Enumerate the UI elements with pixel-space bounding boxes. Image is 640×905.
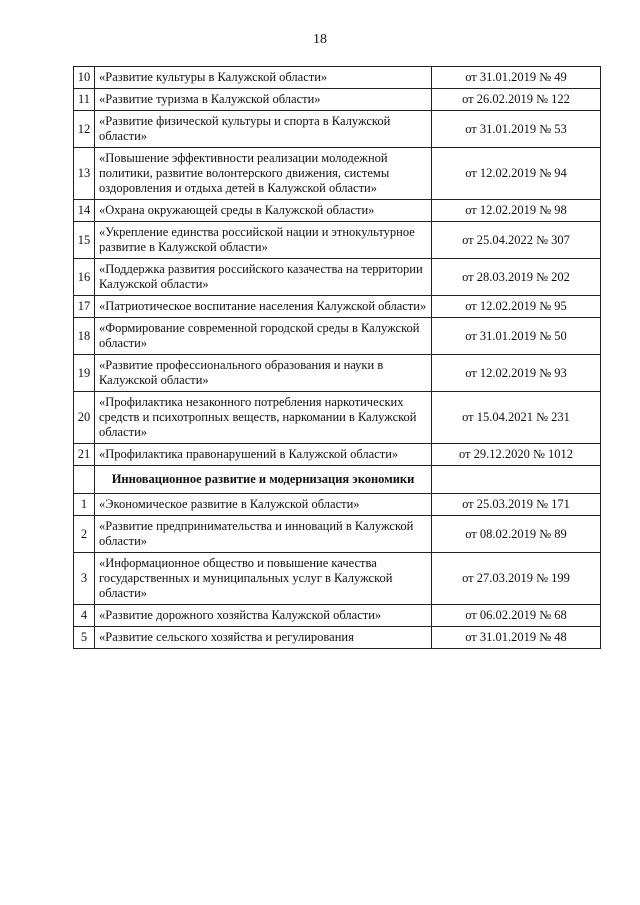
decree-reference: от 31.01.2019 № 48 xyxy=(432,627,601,649)
table-row xyxy=(74,296,601,318)
program-name: «Экономическое развитие в Калужской области» xyxy=(95,494,432,516)
table-row xyxy=(74,444,601,466)
table-row xyxy=(74,222,601,259)
row-number: 5 xyxy=(74,627,95,649)
decree-reference: от 31.01.2019 № 49 xyxy=(432,67,601,89)
decree-reference: от 31.01.2019 № 50 xyxy=(432,318,601,355)
table-row xyxy=(74,259,601,296)
row-number: 14 xyxy=(74,200,95,222)
program-name: «Поддержка развития российского казачества на территории Калужской области» xyxy=(95,259,432,296)
row-number: 12 xyxy=(74,111,95,148)
program-name: «Развитие дорожного хозяйства Калужской области» xyxy=(95,605,432,627)
row-number: 13 xyxy=(74,148,95,200)
decree-reference: от 12.02.2019 № 95 xyxy=(432,296,601,318)
program-name: «Охрана окружающей среды в Калужской области» xyxy=(95,200,432,222)
row-number: 10 xyxy=(74,67,95,89)
table-row xyxy=(74,148,601,200)
table-body-bottom xyxy=(74,494,601,649)
decree-reference: от 27.03.2019 № 199 xyxy=(432,553,601,605)
table-row xyxy=(74,200,601,222)
table-row xyxy=(74,494,601,516)
row-number: 20 xyxy=(74,392,95,444)
program-name: «Развитие сельского хозяйства и регулирования xyxy=(95,627,432,649)
program-name: «Профилактика правонарушений в Калужской области» xyxy=(95,444,432,466)
program-name: «Патриотическое воспитание населения Калужской области» xyxy=(95,296,432,318)
decree-reference: от 26.02.2019 № 122 xyxy=(432,89,601,111)
programs-table xyxy=(73,66,601,649)
program-name: «Информационное общество и повышение качества государственных и муниципальных услуг в Калужской области» xyxy=(95,553,432,605)
table-row xyxy=(74,516,601,553)
section-num-cell xyxy=(74,466,95,494)
program-name: «Развитие профессионального образования и науки в Калужской области» xyxy=(95,355,432,392)
section-title: Инновационное развитие и модернизация экономики xyxy=(95,466,432,494)
section-row xyxy=(74,466,601,494)
program-name: «Формирование современной городской среды в Калужской области» xyxy=(95,318,432,355)
decree-reference: от 28.03.2019 № 202 xyxy=(432,259,601,296)
row-number: 3 xyxy=(74,553,95,605)
row-number: 19 xyxy=(74,355,95,392)
decree-reference: от 15.04.2021 № 231 xyxy=(432,392,601,444)
row-number: 1 xyxy=(74,494,95,516)
row-number: 17 xyxy=(74,296,95,318)
row-number: 4 xyxy=(74,605,95,627)
table-row xyxy=(74,67,601,89)
table-row xyxy=(74,318,601,355)
decree-reference: от 08.02.2019 № 89 xyxy=(432,516,601,553)
program-name: «Укрепление единства российской нации и этнокультурное развитие в Калужской области» xyxy=(95,222,432,259)
table-row xyxy=(74,111,601,148)
decree-reference: от 12.02.2019 № 93 xyxy=(432,355,601,392)
decree-reference: от 29.12.2020 № 1012 xyxy=(432,444,601,466)
table-body-top xyxy=(74,67,601,466)
table-row xyxy=(74,627,601,649)
decree-reference: от 12.02.2019 № 94 xyxy=(432,148,601,200)
row-number: 16 xyxy=(74,259,95,296)
program-name: «Развитие физической культуры и спорта в Калужской области» xyxy=(95,111,432,148)
table-row xyxy=(74,605,601,627)
row-number: 11 xyxy=(74,89,95,111)
table-row xyxy=(74,89,601,111)
decree-reference: от 25.03.2019 № 171 xyxy=(432,494,601,516)
section-decree-cell xyxy=(432,466,601,494)
decree-reference: от 31.01.2019 № 53 xyxy=(432,111,601,148)
page-number: 18 xyxy=(313,32,327,47)
row-number: 21 xyxy=(74,444,95,466)
table-row xyxy=(74,355,601,392)
program-name: «Профилактика незаконного потребления наркотических средств и психотропных веществ, наркомании в Калужской области» xyxy=(95,392,432,444)
table-row xyxy=(74,553,601,605)
row-number: 18 xyxy=(74,318,95,355)
table-row xyxy=(74,392,601,444)
program-name: «Развитие предпринимательства и инноваций в Калужской области» xyxy=(95,516,432,553)
table-section xyxy=(74,466,601,494)
row-number: 15 xyxy=(74,222,95,259)
decree-reference: от 06.02.2019 № 68 xyxy=(432,605,601,627)
program-name: «Повышение эффективности реализации молодежной политики, развитие волонтерского движения, системы оздоровления и отдыха детей в Калужской области» xyxy=(95,148,432,200)
program-name: «Развитие культуры в Калужской области» xyxy=(95,67,432,89)
decree-reference: от 25.04.2022 № 307 xyxy=(432,222,601,259)
decree-reference: от 12.02.2019 № 98 xyxy=(432,200,601,222)
row-number: 2 xyxy=(74,516,95,553)
program-name: «Развитие туризма в Калужской области» xyxy=(95,89,432,111)
